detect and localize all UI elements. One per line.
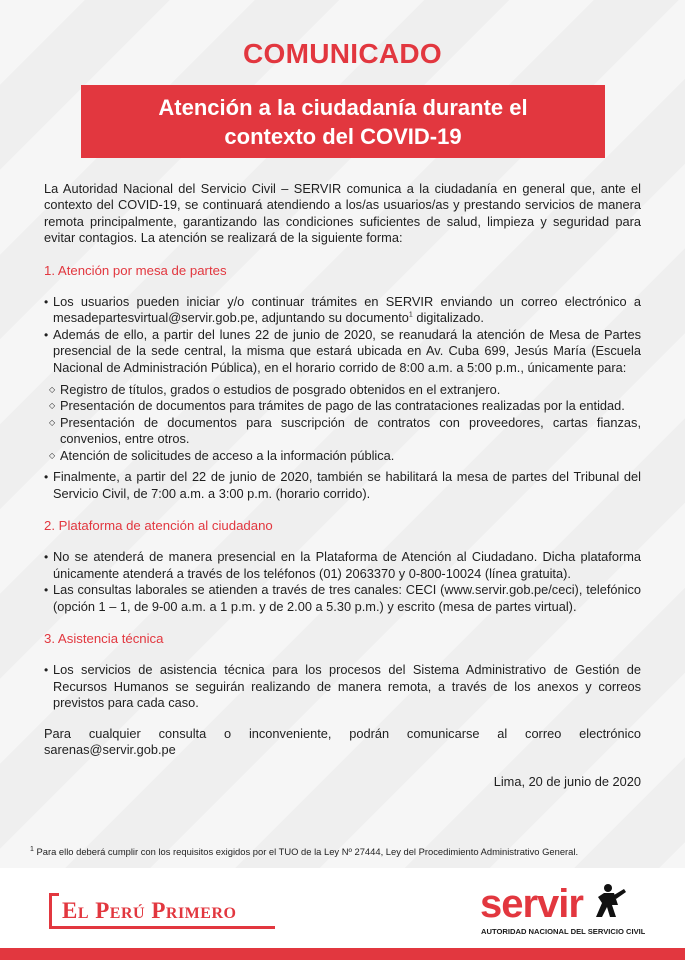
bullet-text-end: digitalizado. bbox=[412, 310, 484, 326]
worker-figure-icon bbox=[596, 884, 626, 917]
communique-body bbox=[44, 181, 641, 791]
date-line: Lima, 20 de junio de 2020 bbox=[493, 774, 641, 790]
list-item: • No se atenderá de manera presencial en la Plataforma de Atención al Ciudadano. Dicha plataforma únicamente atenderá a través de los teléfonos (01) 2063370 y 0-800-10024 (línea gratuita). bbox=[44, 549, 641, 582]
closing-paragraph: Para cualquier consulta o inconveniente, podrán comunicarse al correo electrónico sarenas@servir.gob.pe bbox=[44, 725, 641, 757]
section-1-sublist bbox=[44, 382, 641, 464]
section-3-heading: 3. Asistencia técnica bbox=[44, 630, 164, 646]
section-3-list bbox=[44, 662, 641, 711]
footer-red-bar bbox=[0, 948, 685, 960]
servir-logo-word: servir bbox=[480, 882, 583, 926]
servir-logo bbox=[480, 879, 645, 941]
section-2-heading: 2. Plataforma de atención al ciudadano bbox=[44, 517, 273, 533]
section-2-list bbox=[44, 549, 641, 615]
list-item: • Los servicios de asistencia técnica para los procesos del Sistema Administrativo de Gestión de Recursos Humanos se seguirán realizando de manera remota, a través de los anexos y correos previstos para cada caso. bbox=[44, 662, 641, 711]
subtitle-text: Atención a la ciudadanía durante el contexto del COVID-19 bbox=[158, 94, 528, 149]
section-1-heading: 1. Atención por mesa de partes bbox=[44, 262, 227, 278]
sub-list-item: ◇ Registro de títulos, grados o estudios de posgrado obtenidos en el extranjero. bbox=[50, 382, 641, 398]
el-peru-primero-logo: El Perú Primero bbox=[62, 898, 237, 923]
list-item: • Las consultas laborales se atienden a través de tres canales: CECI (www.servir.gob.pe/ceci), telefónico (opción 1 – 1, de 9-00 a.m. a 1 p.m. y de 2.00 a 5.30 p.m.) y escrito (mesa de partes virtual). bbox=[44, 582, 641, 615]
footnote bbox=[30, 846, 670, 857]
bullet-text: Los usuarios pueden iniciar y/o continuar trámites en SERVIR enviando un correo electrónico a mesadepartesvirtual@servir.gob.pe, adjuntando su documento bbox=[53, 294, 641, 326]
page-title: COMUNICADO bbox=[243, 38, 442, 69]
list-item: • Finalmente, a partir del 22 de junio de 2020, también se habilitará la mesa de partes del Tribunal del Servicio Civil, de 7:00 a.m. a 3:00 p.m. (horario corrido). bbox=[44, 469, 641, 502]
section-1-list bbox=[44, 294, 641, 376]
logo-frame-corner bbox=[49, 893, 59, 896]
list-item: • Además de ello, a partir del lunes 22 de junio de 2020, se reanudará la atención de Mesa de Partes presencial de la sede central, la misma que estará ubicada en Av. Cuba 699, Jesús María (Escuela Nacional de Administración Pública), en el horario corrido de 8:00 a.m. a 5:00 p.m., únicamente para: bbox=[44, 327, 641, 376]
servir-logo-tagline: AUTORIDAD NACIONAL DEL SERVICIO CIVIL bbox=[481, 927, 645, 936]
sub-list-item: ◇ Presentación de documentos para suscripción de contratos con proveedores, cartas fianzas, convenios, entre otros. bbox=[50, 415, 641, 448]
footnote-marker: 1 bbox=[30, 845, 34, 853]
section-1-list-end bbox=[44, 469, 641, 502]
footnote-ref: 1 bbox=[408, 312, 413, 320]
subtitle-banner bbox=[81, 85, 605, 158]
sub-list-item: ◇ Atención de solicitudes de acceso a la información pública. bbox=[50, 448, 641, 464]
list-item bbox=[44, 294, 641, 327]
footnote-text: Para ello deberá cumplir con los requisitos exigidos por el TUO de la Ley Nº 27444, Ley del Procedimiento Administrativo General. bbox=[33, 846, 579, 857]
sub-list-item: ◇ Presentación de documentos para trámites de pago de las contrataciones realizadas por la entidad. bbox=[50, 398, 641, 414]
intro-paragraph: La Autoridad Nacional del Servicio Civil – SERVIR comunica a la ciudadanía en general que, ante el contexto del COVID-19, se continuará atendiendo a los/as usuarios/as y prestando servicios de manera remota principalmente, garantizando las condiciones suficientes de salud, limpieza y seguridad para evitar contagios. La atención se realizará de la siguiente forma: bbox=[44, 181, 641, 246]
